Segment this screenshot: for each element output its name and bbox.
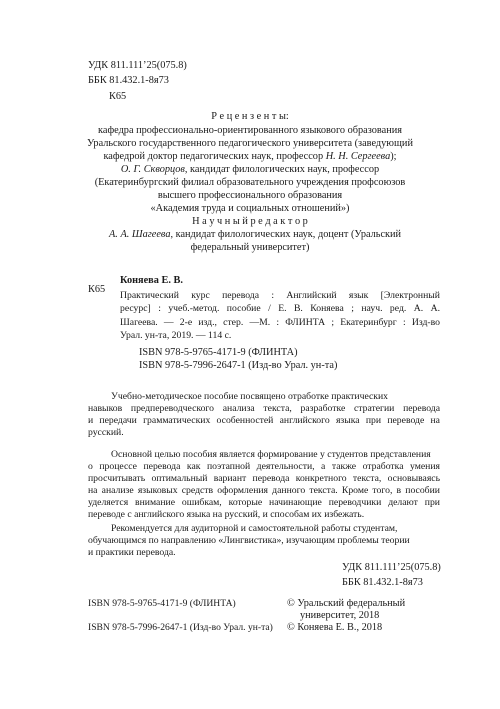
abstract-p2-line-2: о процессе перевода как поэтапной деятельности, а также отработка умения [88,460,440,472]
catalog-line-4: Урал. ун-та, 2019. — 114 с. [120,329,232,341]
reviewer-1-tail: ); [390,151,397,162]
editor-heading: Н а у ч н ы й р е д а к т о р [192,216,308,227]
abstract-paragraph-2 [88,449,440,520]
reviewer-2-line-2: (Екатеринбургский филиал образовательного учреждения профсоюзов [94,177,406,188]
abstract-p3-line-1: Рекомендуется для аудиторной и самостоятельной работы студентам, [111,523,398,534]
abstract-p2-line-5: уделяется внимание ошибкам, которые начинающие переводчики делают при [88,496,440,508]
abstract-p1-line-1: Учебно-методическое пособие посвящено отработке практических [111,391,389,402]
abstract-p2-line-4: на анализе языковых средств оформления данного текста. Кроме того, в пособии [88,484,440,496]
abstract-p1-line-2: навыков предпереводческого анализа текста, разработке стратегии перевода [88,402,440,414]
abstract-p2-line-1: Основной целью пособия является формирование у студентов представления [111,449,431,460]
udk-code: УДК 811.111’25(075.8) [88,60,187,71]
reviewer-2-line-1 [0,164,500,176]
catalog-code: К65 [88,284,106,295]
catalog-isbn-2: ISBN 978-5-7996-2647-1 (Изд-во Урал. ун-та) [139,360,338,371]
abstract-p3-line-3: и практики перевода. [88,546,176,558]
footer-udk-code: УДК 811.111’25(075.8) [342,562,441,573]
copyright-university-line-2: университет, 2018 [300,610,380,621]
reviewers-heading: Р е ц е н з е н т ы: [211,111,289,122]
footer-bbk-code: ББК 81.432.1-8я73 [342,577,423,588]
reviewer-1-line-1: кафедра профессионально-ориентированного языкового образования [98,125,402,136]
catalog-author: Коняева Е. В. [120,275,183,286]
abstract-p2-line-3: просчитывать оптимальный вариант перевода конкретного текста, основываясь [88,472,440,484]
reviewer-1-head-name: Н. Н. Сергеева [325,151,391,162]
reviewer-1-line-2: Уральского государственного педагогического университета (заведующий [87,138,413,149]
abstract-p1-line-4: русский. [88,426,124,438]
abstract-p3-line-2: обучающимся по направлению «Лингвистика», изучающим проблемы теории [88,534,410,546]
footer-isbn-2: ISBN 978-5-7996-2647-1 (Изд-во Урал. ун-та) [88,622,273,633]
catalog-line-3: Шагеева. — 2-е изд., стер. —М. : ФЛИНТА ; Екатеринбург : Изд-во [120,316,440,328]
reviewer-1-line-3-text: кафедрой доктор педагогических наук, профессор [103,151,324,162]
editor-title: , кандидат филологических наук, доцент (Уральский [170,229,402,240]
editor-line-2: федеральный университет) [190,242,310,253]
bbk-code: ББК 81.432.1-8я73 [88,75,169,86]
author-mark: К65 [109,91,127,102]
abstract-p2-line-6: переводе с английского языка на русский, и способам их избежать. [88,508,365,520]
copyright-university-line-1: © Уральский федеральный [287,598,406,609]
catalog-description [120,289,440,342]
catalog-line-1: Практический курс перевода : Английский язык [Электронный [120,290,440,301]
catalog-isbn-1: ISBN 978-5-9765-4171-9 (ФЛИНТА) [139,347,298,358]
reviewer-2-name: О. Г. Скворцов [120,164,185,175]
abstract-p1-line-3: и передачи грамматических особенностей английского языка при переводе на [88,414,440,426]
footer-isbn-1: ISBN 978-5-9765-4171-9 (ФЛИНТА) [88,598,236,609]
copyright-author: © Коняева Е. В., 2018 [287,622,383,633]
editor-name: А. А. Шагеева [109,229,171,240]
reviewer-2-line-4: «Академия труда и социальных отношений») [150,203,350,214]
editor-line-1 [109,229,401,241]
abstract-paragraph-3 [88,523,440,559]
abstract-paragraph-1 [88,391,440,439]
reviewer-1-line-3 [0,151,500,163]
catalog-line-2: ресурс] : учеб.-метод. пособие / Е. В. Коняева ; науч. ред. А. А. [120,303,440,315]
reviewer-2-title: , кандидат филологических наук, профессор [184,164,380,175]
reviewer-2-line-3: высшего профессионального образования [157,190,343,201]
